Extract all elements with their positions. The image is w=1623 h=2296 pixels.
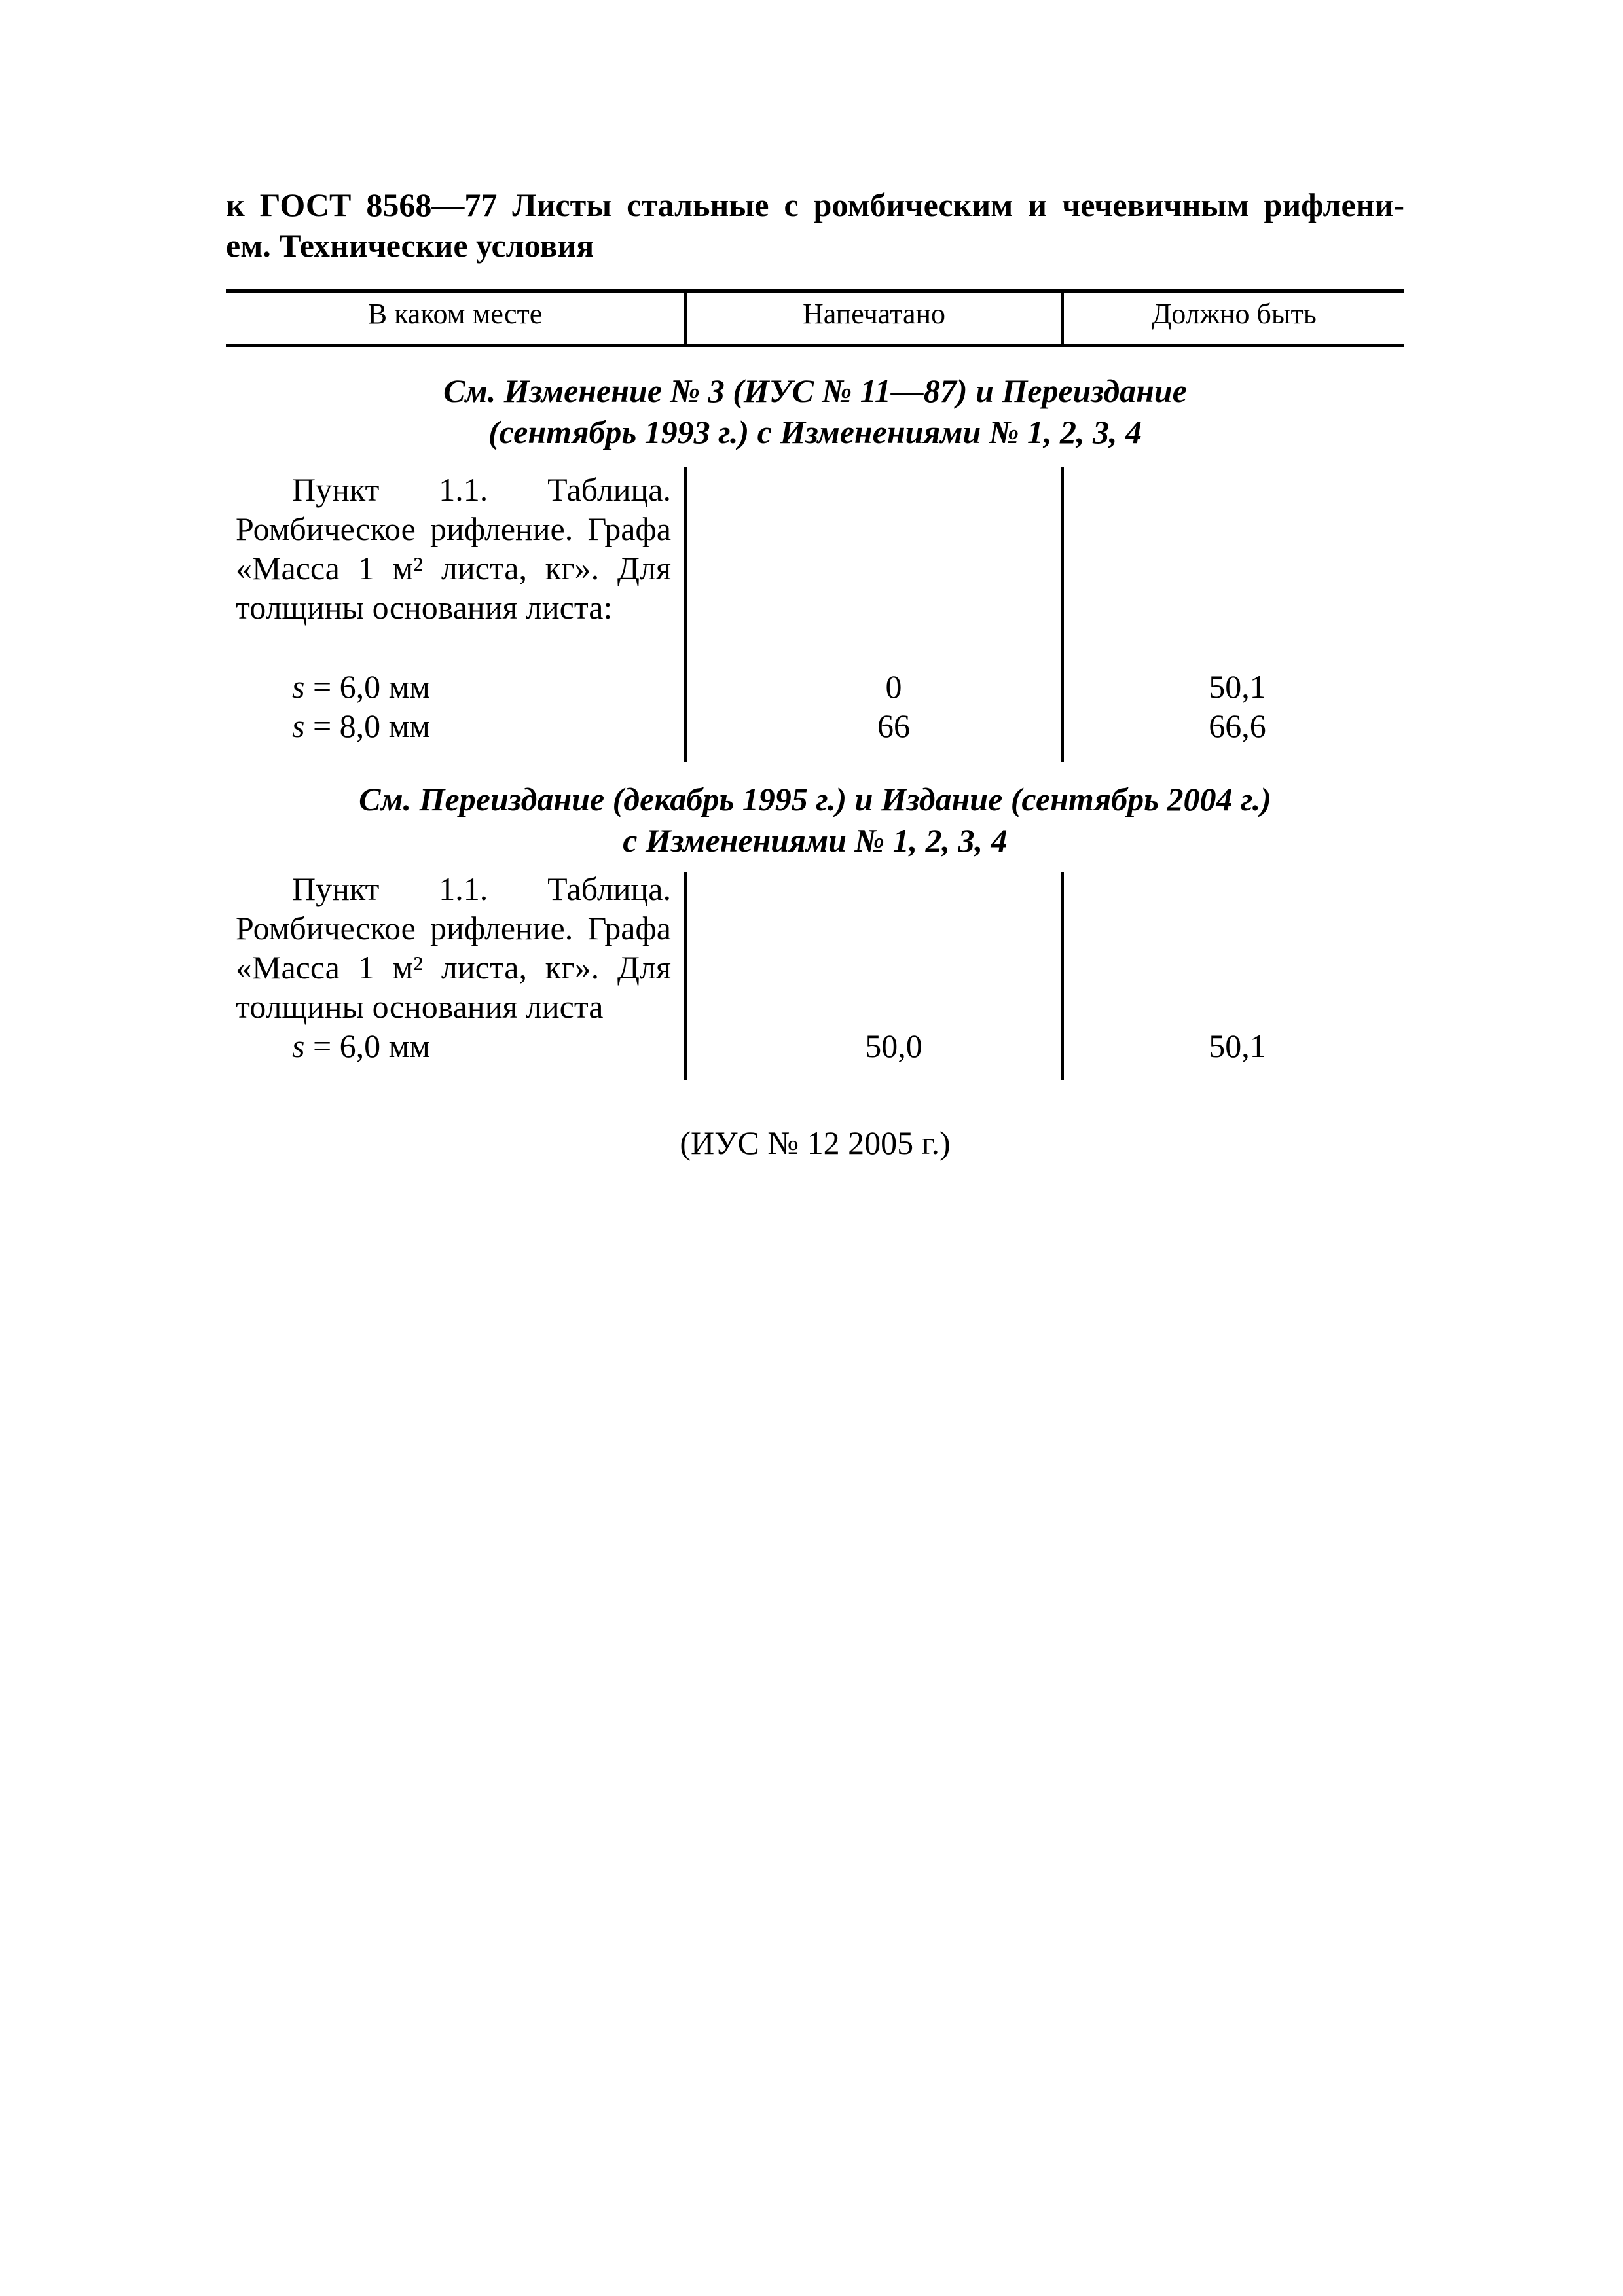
section-1-row-1-label — [292, 667, 430, 706]
section-2-row-1-label — [292, 1026, 430, 1066]
table-header-printed: Напечатано — [802, 298, 946, 330]
document-title — [226, 185, 1404, 266]
thickness-symbol: s — [292, 1028, 305, 1064]
thickness-symbol: s — [292, 668, 305, 705]
section-1-row-1-should-be: 50,1 — [1209, 668, 1266, 705]
section-heading-1 — [226, 370, 1404, 453]
section-heading-1-line-1: См. Изменение № 3 (ИУС № 11—87) и Переиздание — [443, 372, 1187, 409]
table-header-location: В каком месте — [367, 298, 543, 330]
thickness-value: = 8,0 мм — [304, 708, 430, 744]
section-2-column-divider-1 — [684, 872, 687, 1080]
thickness-value: = 6,0 мм — [304, 668, 430, 705]
table-top-rule — [226, 289, 1404, 293]
section-2-row-1-printed: 50,0 — [865, 1028, 922, 1064]
section-1-column-divider-1 — [684, 467, 687, 762]
table-header-bottom-rule — [226, 344, 1404, 347]
section-1-row-2-should-be: 66,6 — [1209, 708, 1266, 744]
section-1-row-1-printed: 0 — [885, 668, 902, 705]
thickness-value: = 6,0 мм — [304, 1028, 430, 1064]
thickness-symbol: s — [292, 708, 305, 744]
section-1-row-2-label — [292, 706, 430, 745]
section-heading-2-line-2: с Изменениями № 1, 2, 3, 4 — [623, 822, 1008, 859]
section-2-description-text: Пункт 1.1. Таблица. Ромбическое рифление. Графа «Масса 1 м² листа, кг». Для толщины основания листа — [236, 870, 671, 1025]
section-heading-2-line-1: См. Переиздание (декабрь 1995 г.) и Издание (сентябрь 2004 г.) — [359, 781, 1271, 817]
section-2-column-divider-2 — [1061, 872, 1064, 1080]
section-1-description — [236, 470, 671, 627]
section-1-description-text: Пункт 1.1. Таблица. Ромбическое рифление. Графа «Масса 1 м² листа, кг». Для толщины основания листа: — [236, 471, 671, 626]
document-title-line-1: к ГОСТ 8568—77 Листы стальные с ромбическим и чечевичным рифлени- — [226, 187, 1404, 223]
section-1-row-2-printed: 66 — [877, 708, 910, 744]
section-1-column-divider-2 — [1061, 467, 1064, 762]
source-reference: (ИУС № 12 2005 г.) — [680, 1124, 951, 1161]
table-header-should-be: Должно быть — [1152, 298, 1317, 330]
section-2-row-1-should-be: 50,1 — [1209, 1028, 1266, 1064]
section-heading-1-line-2: (сентябрь 1993 г.) с Изменениями № 1, 2, 3, 4 — [488, 414, 1142, 450]
document-title-line-2: ем. Технические условия — [226, 227, 594, 264]
section-heading-2 — [226, 779, 1404, 861]
section-2-description — [236, 869, 671, 1026]
